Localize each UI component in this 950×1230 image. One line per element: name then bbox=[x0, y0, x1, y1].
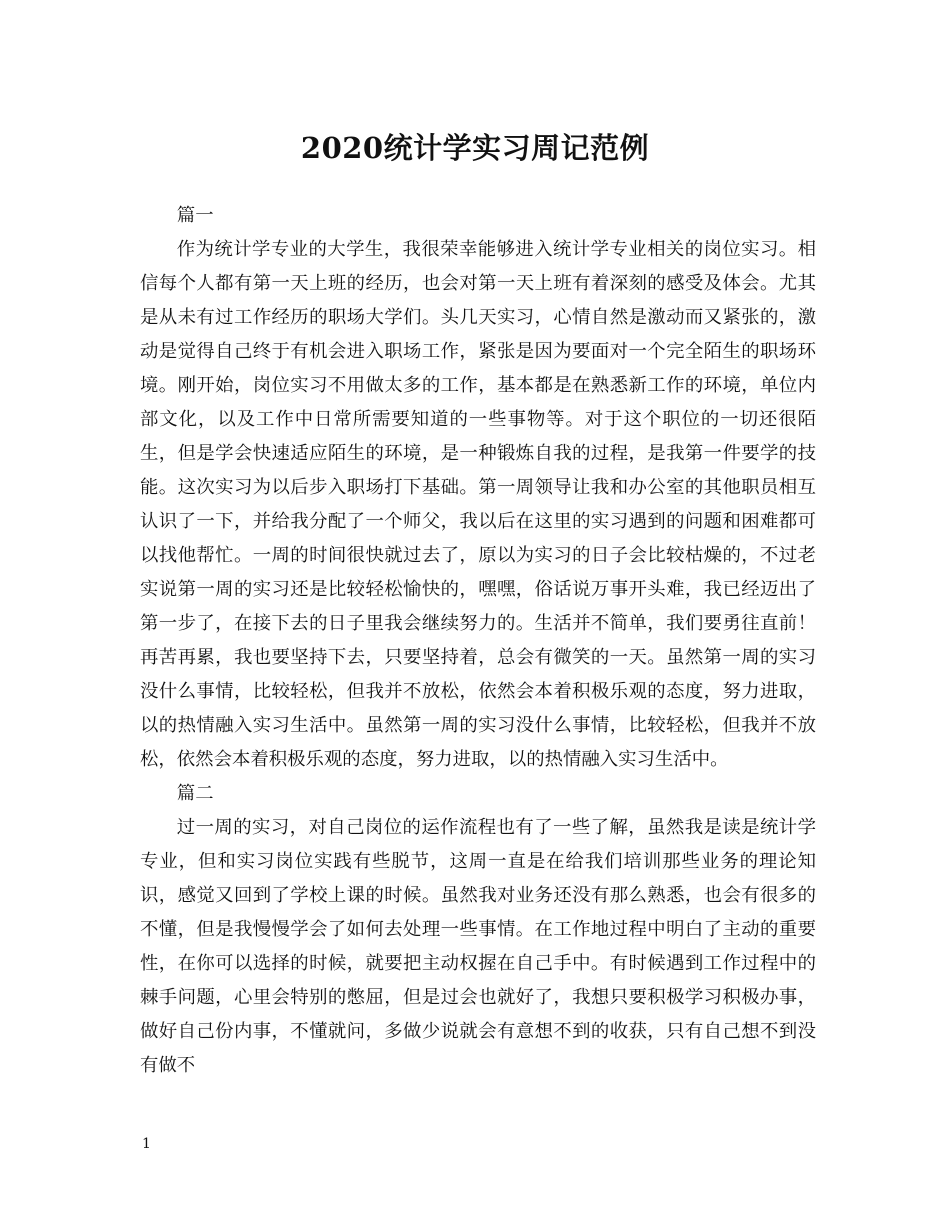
section-heading-2: 篇二 bbox=[176, 783, 214, 804]
page-number: 1 bbox=[142, 1136, 151, 1152]
document-title: 2020统计学实习周记范例 bbox=[300, 131, 650, 165]
document-body bbox=[140, 199, 816, 1083]
section-paragraph-1: 作为统计学专业的大学生，我很荣幸能够进入统计学专业相关的岗位实习。相信每个人都有第一天上班的经历，也会对第一天上班有着深刻的感受及体会。尤其是从未有过工作经历的职场大学们。头几天实习，心情自然是激动而又紧张的，激动是觉得自己终于有机会进入职场工作，紧张是因为要面对一个完全陌生的职场环境。刚开始，岗位实习不用做太多的工作，基本都是在熟悉新工作的环境，单位内部文化，以及工作中日常所需要知道的一些事物等。对于这个职位的一切还很陌生，但是学会快速适应陌生的环境，是一种锻炼自我的过程，是我第一件要学的技能。这次实习为以后步入职场打下基础。第一周领导让我和办公室的其他职员相互认识了一下，并给我分配了一个师父，我以后在这里的实习遇到的问题和困难都可以找他帮忙。一周的时间很快就过去了，原以为实习的日子会比较枯燥的，不过老实说第一周的实习还是比较轻松愉快的，嘿嘿，俗话说万事开头难，我已经迈出了第一步了，在接下去的日子里我会继续努力的。生活并不简单，我们要勇往直前！再苦再累，我也要坚持下去，只要坚持着，总会有微笑的一天。虽然第一周的实习没什么事情，比较轻松，但我并不放松，依然会本着积极乐观的态度，努力进取，以的热情融入实习生活中。虽然第一周的实习没什么事情，比较轻松，但我并不放松，依然会本着积极乐观的态度，努力进取，以的热情融入实习生活中。 bbox=[140, 239, 816, 770]
section-paragraph-2: 过一周的实习，对自己岗位的运作流程也有了一些了解，虽然我是读是统计学专业，但和实习岗位实践有些脱节，这周一直是在给我们培训那些业务的理论知识，感觉又回到了学校上课的时候。虽然我对业务还没有那么熟悉，也会有很多的不懂，但是我慢慢学会了如何去处理一些事情。在工作地过程中明白了主动的重要性，在你可以选择的时候，就要把主动权握在自己手中。有时候遇到工作过程中的棘手问题，心里会特别的憋屈，但是过会也就好了，我想只要积极学习积极办事，做好自己份内事，不懂就问，多做少说就会有意想不到的收获，只有自己想不到没有做不 bbox=[140, 817, 816, 1076]
section-heading-1: 篇一 bbox=[176, 205, 214, 226]
